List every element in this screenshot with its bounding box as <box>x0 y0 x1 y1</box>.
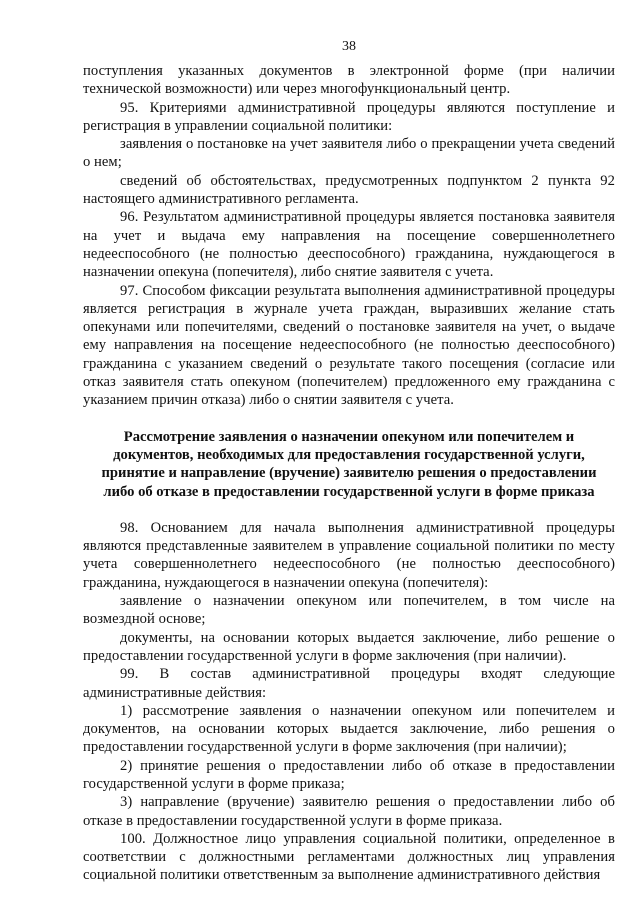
paragraph-99-item-2: 2) принятие решения о предоставлении либо об отказе в предоставлении государственной услуги в форме приказа; <box>83 757 615 792</box>
paragraph-99-item-3: 3) направление (вручение) заявителю решения о предоставлении либо об отказе в предоставлении государственной услуги в форме приказа. <box>83 794 615 829</box>
paragraph-100: 100. Должностное лицо управления социальной политики, определенное в соответствии с должностными регламентами должностных лиц управления социальной политики ответственным за выполнение административного действия <box>83 830 615 884</box>
paragraph-95-item-application: заявления о постановке на учет заявителя либо о прекращении учета сведений о нем; <box>83 136 615 171</box>
paragraph-96: 96. Результатом административной процедуры является постановка заявителя на учет и выдача ему направления на посещение совершеннолетнего недееспособного (не полностью дееспособного) гражданина, нуждающегося в назначении опекуна (попечителя), либо снятие заявителя с учета. <box>83 209 615 281</box>
paragraph-99-item-1: 1) рассмотрение заявления о назначении опекуном или попечителем и документов, на основании которых выдается заключение, либо решения о предоставлении государственной услуги в форме заключения (при наличии); <box>83 702 615 756</box>
document-page <box>83 38 615 885</box>
paragraph-95-item-circumstances: сведений об обстоятельствах, предусмотренных подпунктом 2 пункта 92 настоящего административного регламента. <box>83 172 615 208</box>
paragraph-98: 98. Основанием для начала выполнения административной процедуры являются представленные заявителем в управление социальной политики по месту учета совершеннолетнего недееспособного (не полностью дееспособного) гражданина, нуждающегося в назначении опекуна (попечителя): <box>83 519 615 591</box>
paragraph-95: 95. Критериями административной процедуры являются поступление и регистрация в управлении социальной политики: <box>83 99 615 134</box>
section-heading-line: Рассмотрение заявления о назначении опекуном или попечителем и <box>123 428 575 445</box>
paragraph-98-item-documents: документы, на основании которых выдается заключение, либо решение о предоставлении государственной услуги в форме заключения (при наличии). <box>83 629 615 664</box>
page-number: 38 <box>342 39 356 54</box>
section-heading-line: либо об отказе в предоставлении государственной услуги в форме приказа <box>103 483 595 500</box>
section-heading-line: принятие и направление (вручение) заявителю решения о предоставлении <box>101 465 597 482</box>
section-heading <box>83 428 615 501</box>
paragraph-98-item-application: заявление о назначении опекуном или попечителем, в том числе на возмездной основе; <box>83 593 615 628</box>
paragraph-continuation: поступления указанных документов в электронной форме (при наличии технической возможности) или через многофункциональный центр. <box>83 63 615 98</box>
section-heading-line: документов, необходимых для предоставления государственной услуги, <box>113 446 585 463</box>
paragraph-99: 99. В состав административной процедуры входят следующие административные действия: <box>83 666 615 701</box>
paragraph-97: 97. Способом фиксации результата выполнения административной процедуры является регистрация в журнале учета граждан, выразивших желание стать опекунами или попечителями, сведений о постановке заявителя на учет, о выдаче ему направления на посещение недееспособного (не полностью дееспособного) гражданина с указанием сведений о результате такого посещения (согласие или отказ заявителя стать опекуном (попечителем) предложенного ему гражданина с указанием причин отказа) либо о снятии заявителя с учета. <box>83 282 615 409</box>
